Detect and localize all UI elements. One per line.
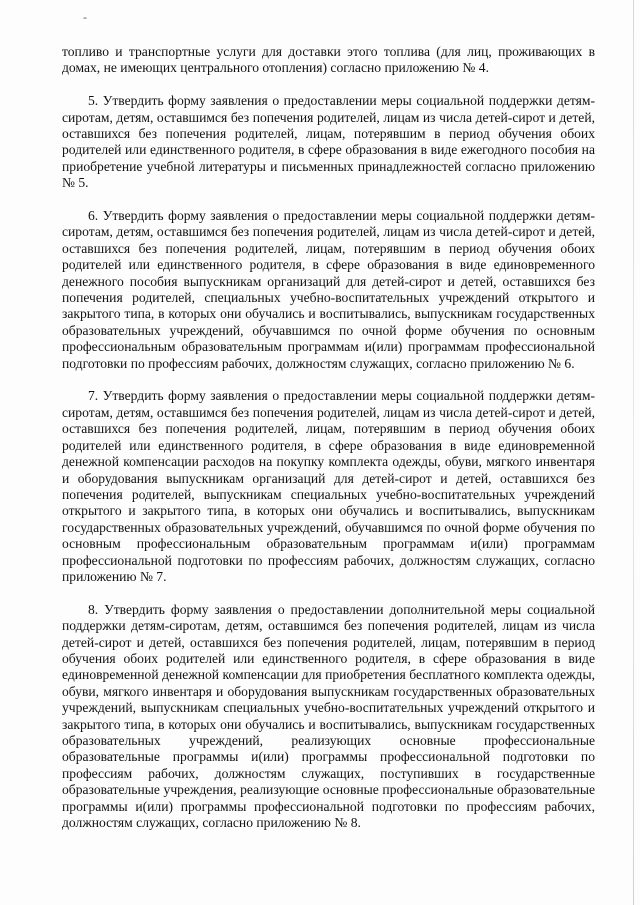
document-body <box>62 44 595 831</box>
paragraph-item-6: 6. Утвердить форму заявления о предоставлении меры социальной поддержки детям-сиротам, детям, оставшимся без попечения родителей, лицам из числа детей-сирот и детей, оставшихся без попечения родителей, лицам, потерявшим в период обучения обоих родителей или единственного родителя, в сфере образования в виде единовременного денежного пособия выпускникам организаций для детей-сирот и детей, оставшихся без попечения родителей, специальных учебно-воспитательных учреждений открытого и закрытого типа, в которых они обучались и воспитывались, выпускникам государственных образовательных учреждений, обучавшимся по очной форме обучения по основным профессиональным образовательным программам и(или) программам профессиональной подготовки по профессиям рабочих, должностям служащих, согласно приложению № 6. <box>62 208 595 371</box>
paragraph-item-7: 7. Утвердить форму заявления о предоставлении меры социальной поддержки детям-сиротам, детям, оставшимся без попечения родителей, лицам из числа детей-сирот и детей, оставшихся без попечения родителей, лицам, потерявшим в период обучения обоих родителей или единственного родителя, в сфере образования в виде единовременной денежной компенсации расходов на покупку комплекта одежды, обуви, мягкого инвентаря и оборудования выпускникам организаций для детей-сирот и детей, оставшихся без попечения родителей, выпускникам специальных учебно-воспитательных учреждений открытого и закрытого типа, в которых они обучались и воспитывались, выпускникам государственных образовательных учреждений, обучавшимся по очной форме обучения по основным профессиональным образовательным программам и(или) программам профессиональной подготовки по профессиям рабочих, должностям служащих, согласно приложению № 7. <box>62 388 595 584</box>
paragraph-item-8: 8. Утвердить форму заявления о предоставлении дополнительной меры социальной поддержки детям-сиротам, детям, оставшимся без попечения родителей, лицам из числа детей-сирот и детей, оставшихся без попечения родителей, лицам, потерявшим в период обучения обоих родителей или единственного родителя, в сфере образования в виде единовременной денежной компенсации для приобретения бесплатного комплекта одежды, обуви, мягкого инвентаря и оборудования выпускникам государственных образовательных учреждений, выпускникам специальных учебно-воспитательных учреждений открытого и закрытого типа, в которых они обучались и воспитывались, выпускникам государственных образовательных учреждений, реализующих основные профессиональные образовательные программы и(или) программы профессиональной подготовки по профессиям рабочих, должностям служащих, поступивших в государственные образовательные учреждения, реализующие основные профессиональные образовательные программы и(или) программы профессиональной подготовки по профессиям рабочих, должностям служащих, согласно приложению № 8. <box>62 601 595 831</box>
page-mark: - <box>83 10 87 24</box>
page-edge-shadow <box>633 0 634 905</box>
paragraph-item-5: 5. Утвердить форму заявления о предоставлении меры социальной поддержки детям-сиротам, детям, оставшимся без попечения родителей, лицам из числа детей-сирот и детей, оставшихся без попечения родителей, лицам, потерявшим в период обучения обоих родителей или единственного родителя, в сфере образования в виде ежегодного пособия на приобретение учебной литературы и письменных принадлежностей согласно приложению № 5. <box>62 93 595 191</box>
paragraph-continuation: топливо и транспортные услуги для доставки этого топлива (для лиц, проживающих в домах, не имеющих центрального отопления) согласно приложению № 4. <box>62 44 595 76</box>
